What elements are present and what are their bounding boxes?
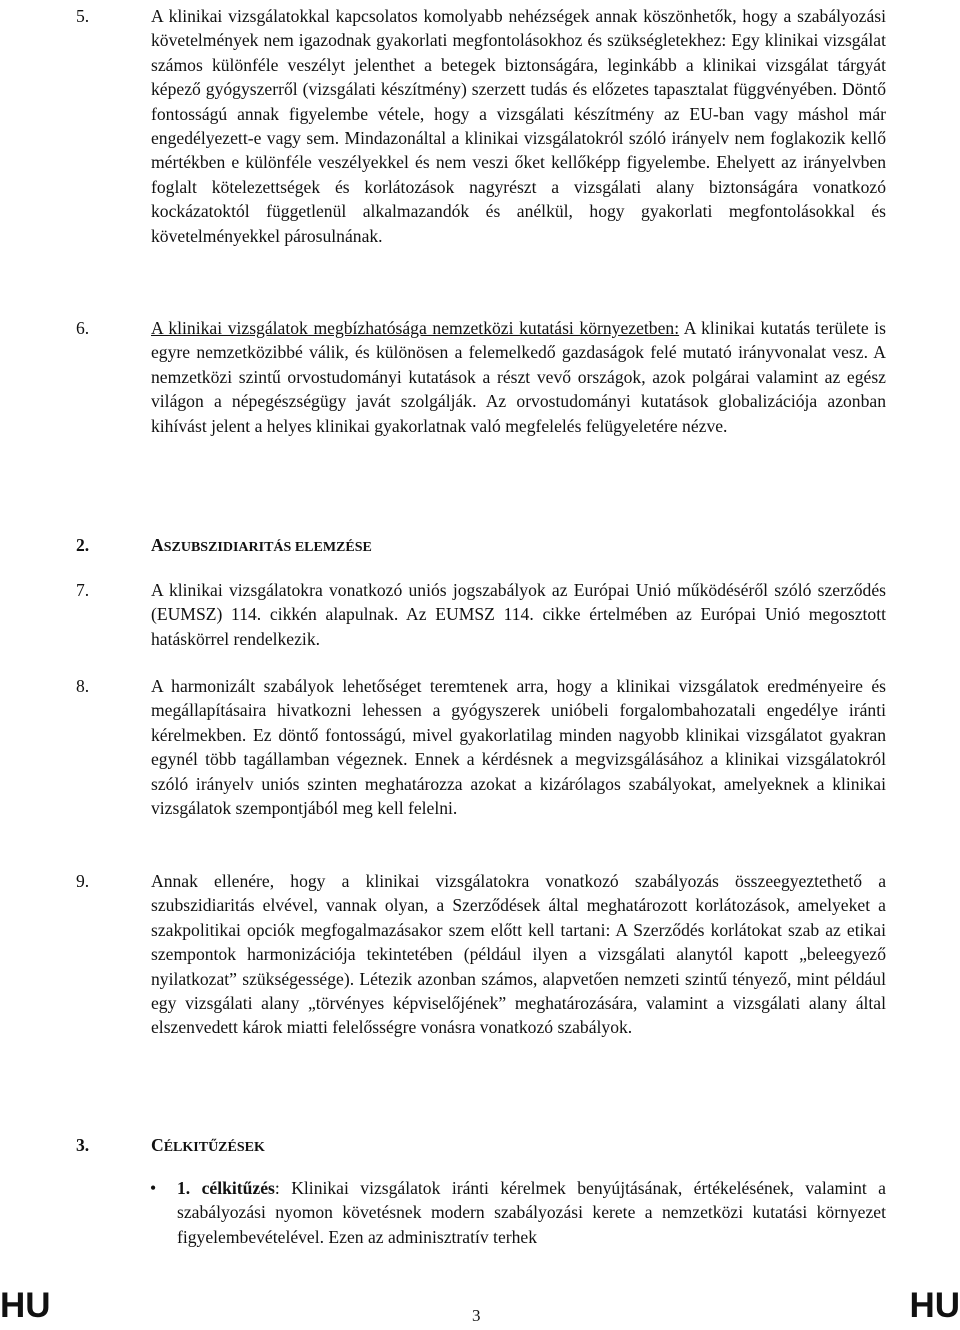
paragraph-body: A klinikai kutatás területe is egyre nemzetközibbé válik, és különösen a felemelkedő gazdaságok felé mutató irányvonalat vesz. A nemzetközi szintű orvostudományi kutatások a részt vevő országok, azok polgárai valamint az egész világon a népegészségügy javát szolgálják. Az orvostudományi kutatások globalizációja azonban kihívást jelent a helyes klinikai gyakorlatnak való megfelelés felügyeletére nézve. [151, 318, 886, 436]
paragraph-text: A harmonizált szabályok lehetőséget teremtenek arra, hogy a klinikai vizsgálatok eredményeire és megállapításaira hivatkozni lehessen a gyógyszerek unióbeli forgalombahozatali engedélye iránti kérelmekben. Ez döntő fontosságú, mivel gyakorlatilag minden nagyobb klinikai vizsgálatot gyakran egynél több tagállamban végeznek. Ennek a kérdésnek a megvizsgálásához a klinikai vizsgálatokról szóló irányelv uniós szinten meghatározza azokat a kizárólagos szabályokat, amelyeknek a klinikai vizsgálatok szempontjából meg kell felelni. [151, 676, 886, 819]
section-heading-subsidiarity [76, 533, 372, 560]
footer-language-left: HU [0, 1286, 51, 1325]
section-title-initial: C [151, 1135, 164, 1155]
paragraph-6 [76, 316, 886, 438]
section-title-initial: A [151, 535, 164, 555]
paragraph-text: A klinikai vizsgálatokra vonatkozó uniós jogszabályok az Európai Unió működéséről szóló szerződés (EUMSZ) 114. cikkén alapulnak. Az EUMSZ 114. cikke értelmében az Európai Unió megosztott hatáskörrel rendelkezik. [151, 580, 886, 649]
paragraph-number: 6. [76, 318, 90, 338]
bullet-bold-label: 1. célkitűzés [177, 1178, 275, 1198]
section-heading-objectives [76, 1133, 265, 1160]
paragraph-number: 7. [76, 580, 90, 600]
paragraph-text [151, 316, 886, 438]
bullet-body: : Klinikai vizsgálatok iránti kérelmek benyújtásának, értékelésének, valamint a szabályozási nyomon követésnek modern szabályozási kerete a nemzetközi kutatási környezet figyelembevételével. Ezen az adminisztratív terhek [177, 1178, 886, 1247]
paragraph-number: 5. [76, 6, 90, 26]
section-title-rest: ÉLKITŰZÉSEK [163, 1140, 265, 1155]
footer-page-number: 3 [472, 1306, 481, 1325]
section-number: 2. [76, 535, 90, 555]
paragraph-text: Annak ellenére, hogy a klinikai vizsgálatokra vonatkozó szabályozás összeegyeztethető a szubszidiaritás elvével, vannak olyan, a Szerződések által meghatározott korlátozások, amelyeket a szakpolitikai opciók megfogalmazásakor szem előtt kell tartani: A Szerződés korlátokat szab az etikai szempontok harmonizációja tekintetében (például ilyen a vizsgálati alanytól kapott „beleegyező nyilatkozat” szükségessége). Létezik azonban számos, alapvetően nemzeti szintű tényező, mint például egy vizsgálati alany „törvényes képviselőjének” meghatározására, valamint a vizsgálati alany által elszenvedett károk miatti felelősségre vonásra vonatkozó szabályok. [151, 871, 886, 1038]
section-number: 3. [76, 1135, 90, 1155]
bullet-text [177, 1176, 886, 1249]
section-title-rest: SZUBSZIDIARITÁS ELEMZÉSE [163, 540, 372, 555]
paragraph-5 [76, 4, 886, 248]
paragraph-underlined-lead: A klinikai vizsgálatok megbízhatósága nemzetközi kutatási környezetben: [151, 318, 680, 338]
paragraph-8 [76, 674, 886, 820]
paragraph-text: A klinikai vizsgálatokkal kapcsolatos komolyabb nehézségek annak köszönhetők, hogy a szabályozási követelmények nem igazodnak gyakorlati megfontolásokhoz és szükségletekhez: Egy klinikai vizsgálat számos különféle veszélyt jelenthet a betegek biztonságára, leginkább a klinikai vizsgálat tárgyát képező gyógyszerről (vizsgálati készítmény) szerzett tudás és előzetes tapasztalat függvényében. Döntő fontosságú annak figyelembe vétele, hogy a vizsgálati készítmény az EU-ban vagy máshol már engedélyezett-e vagy sem. Mindazonáltal a klinikai vizsgálatokról szóló irányelv nem foglakozik kellő mértékben e különféle veszélyekkel és nem veszi őket kellőképp figyelembe. Ehelyett az irányelvben foglalt kötelezettségek és korlátozások nagyrészt a vizsgálati alany biztonságára vonatkozó kockázatoktól függetlenül alkalmazandók és anélkül, hogy gyakorlati megfontolásokkal és követelményekkel párosulnának. [151, 6, 886, 246]
paragraph-number: 8. [76, 676, 90, 696]
footer-language-right: HU [909, 1286, 960, 1325]
paragraph-number: 9. [76, 871, 90, 891]
paragraph-9 [76, 869, 886, 1040]
bullet-dot-icon: • [150, 1178, 157, 1198]
paragraph-7 [76, 578, 886, 651]
objective-bullet-1 [150, 1176, 886, 1249]
